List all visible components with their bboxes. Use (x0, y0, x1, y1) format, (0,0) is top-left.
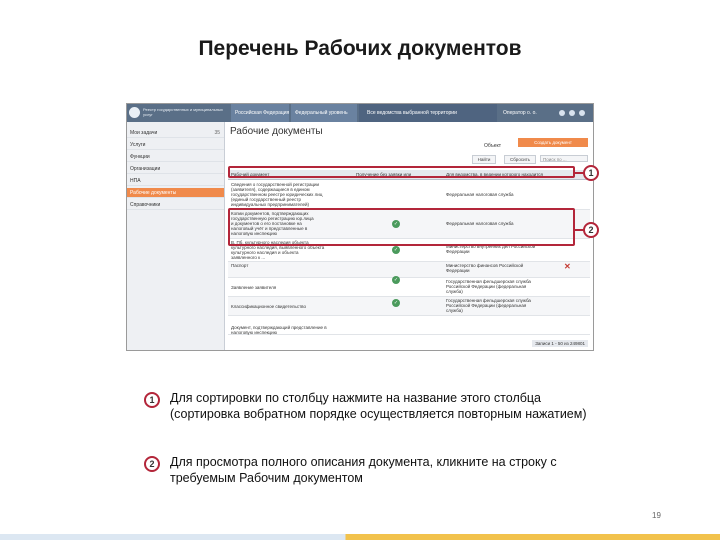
callout-marker-2: 2 (583, 222, 599, 238)
document-name: Документ, подтверждающий представление в налоговую инспекцию (231, 325, 327, 335)
note-row-click: Для просмотра полного описания документа, кликните на строку с требуемым Рабочим документом (170, 455, 557, 485)
sidebar-item-functions[interactable]: Функции (127, 152, 224, 162)
check-icon: ✓ (393, 300, 399, 306)
nav-federal-level[interactable]: Федеральный уровень (291, 104, 357, 122)
check-icon: ✓ (393, 221, 399, 227)
note-sorting: Для сортировки по столбцу нажмите на название этого столбца (сортировка вобратном порядке осуществляется повторным нажатием) (170, 391, 587, 421)
settings-icon[interactable] (569, 110, 575, 116)
find-button[interactable]: Найти (472, 155, 496, 164)
pagination-status: Записи 1 - 50 из 249801 (532, 340, 588, 347)
footer-bar (0, 534, 720, 540)
sidebar-item-services[interactable]: Услуги (127, 140, 224, 150)
nav-russian-federation[interactable]: Российская Федерация (231, 104, 289, 122)
sidebar-item-directories[interactable]: Справочники (127, 200, 224, 210)
document-name: Заявление заявителя (231, 285, 277, 290)
sidebar-item-npa[interactable]: НПА (127, 176, 224, 186)
sidebar-item-working-docs[interactable]: Рабочие документы (127, 188, 224, 198)
logout-icon[interactable] (579, 110, 585, 116)
table-row[interactable] (228, 278, 590, 297)
note-marker-2: 2 (144, 456, 160, 472)
search-input[interactable]: Поиск по ... (540, 155, 588, 162)
emblem-icon (129, 107, 140, 118)
table-row[interactable] (228, 297, 590, 316)
sidebar-item-my-tasks[interactable] (127, 128, 224, 138)
column-header-document[interactable]: Рабочий документ (231, 172, 270, 177)
user-name[interactable]: Оператор о. о. (503, 110, 537, 116)
document-name: Классификационное свидетельство (231, 304, 306, 309)
highlight-document-row (228, 208, 575, 246)
check-icon: ✓ (393, 277, 399, 283)
user-icon[interactable] (559, 110, 565, 116)
authority-name: Государственная фельдшерская служба Российской Федерации (федеральная служба) (446, 279, 531, 294)
column-header-obtaining[interactable]: Получение без заявки или (356, 172, 412, 177)
authority-name: Государственная фельдшерская служба Российской Федерации (федеральная служба) (446, 298, 531, 313)
document-name: Сведения о государственной регистрации (заявителя), содержащиеся в едином государственном реестре юридических лиц (единый государственный реестр индивидуальных предпринимателей) (231, 182, 323, 207)
authority-name: Федеральная налоговая служба (446, 192, 514, 197)
slide-title: Перечень Рабочих документов (198, 37, 522, 60)
remove-icon[interactable]: ✕ (564, 262, 571, 271)
create-document-button[interactable]: Создать документ (518, 138, 588, 147)
document-name: Копии документов, подтверждающих государственную регистрацию юр.лица и документов о его постановке на налоговый учёт и представленные в налоговую инспекцию (231, 211, 314, 236)
table-row[interactable] (228, 262, 590, 278)
table-row[interactable] (228, 316, 590, 335)
page-title: Рабочие документы (230, 126, 323, 137)
sidebar (127, 122, 225, 350)
column-header-authority[interactable]: Для ведомства, в ведении которого находится (446, 172, 543, 177)
authority-name: Министерство финансов Российской Федерации (446, 263, 524, 273)
reset-button[interactable]: Сбросить (504, 155, 536, 164)
page-number: 19 (652, 511, 661, 520)
callout-marker-1: 1 (583, 165, 599, 181)
sidebar-item-label: Мои задачи (130, 130, 158, 136)
nav-all-agencies[interactable]: Все ведомства выбранной территории (359, 104, 497, 122)
note-marker-1: 1 (144, 392, 160, 408)
app-logo[interactable] (129, 106, 227, 120)
check-icon: ✓ (393, 247, 399, 253)
document-name: В. Пб. культурного наследия объекта культурного наследия, выявленного объекта культурного наследия и объекта заявленного к ... (231, 240, 325, 260)
authority-name: Министерство внутренних дел Российской Федерации (446, 244, 536, 254)
logo-text: Реестр государственных и муниципальных услуг (143, 107, 223, 117)
table-row[interactable] (228, 181, 590, 210)
task-count-badge: 35 (214, 130, 220, 136)
app-header (127, 104, 593, 122)
document-name: Паспорт (231, 263, 249, 268)
authority-name: Федеральная налоговая служба (446, 221, 514, 226)
highlight-header-row (228, 166, 575, 178)
object-link[interactable]: Объект (484, 143, 502, 149)
sidebar-item-organizations[interactable]: Организации (127, 164, 224, 174)
